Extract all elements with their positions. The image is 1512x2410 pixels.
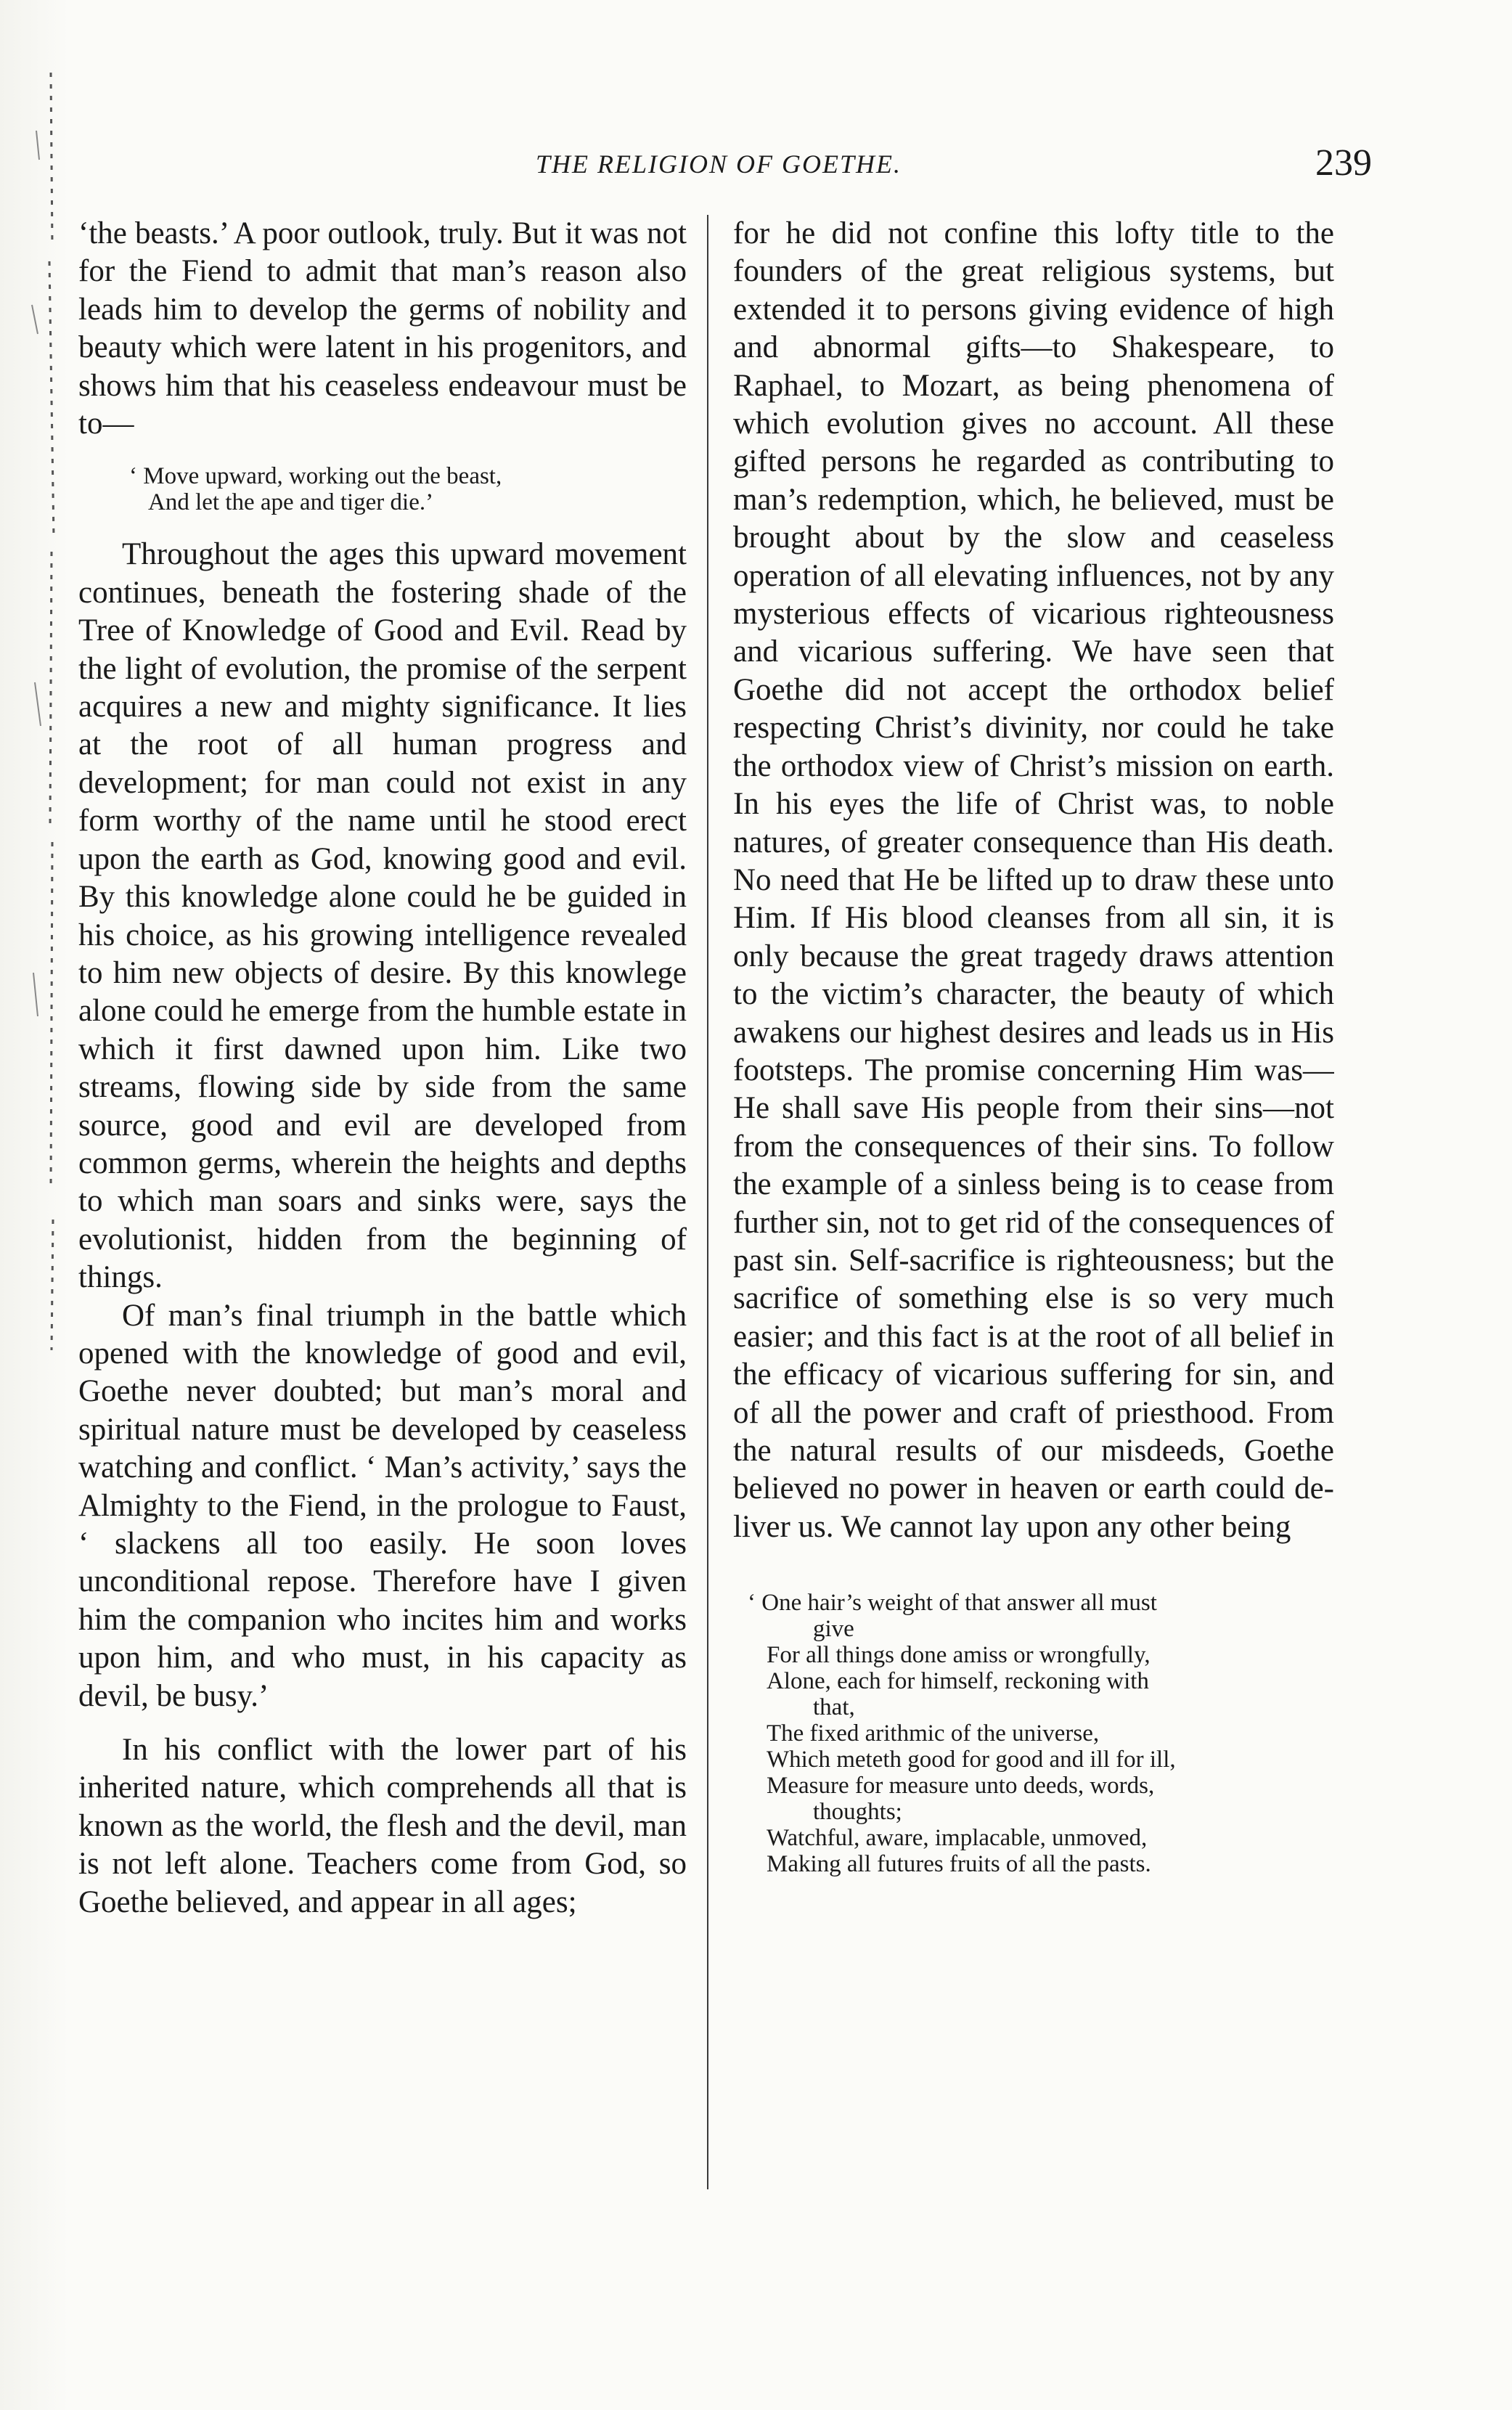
verse-line: Making all futures fruits of all the pasts. <box>767 1851 1151 1878</box>
verse-line: that, <box>813 1694 855 1721</box>
verse-line: Measure for measure unto deeds, words, <box>767 1773 1155 1800</box>
verse-line: Alone, each for himself, reckoning with <box>767 1668 1149 1695</box>
verse-line: give <box>813 1616 854 1643</box>
paragraph: In his conflict with the lower part of his inherited nature, which comprehends all that is known as the world, the flesh and the devil, man is not left alone. Teachers come from God, so Goethe believed, and appear in all ages; <box>78 1733 687 1919</box>
paragraph: Of man’s final triumph in the battle which opened with the knowledge of good and evil, Goethe never doubted; but man’s moral and spiritual nature must be developed by ceaseless watching and conflict. ‘ Man’s activity,’ says the Almighty to the Fiend, in the prologue to Faust, ‘ slackens all too easily. He soon loves unconditional repose. Therefore have I given him the companion who incites him and works upon him, and who must, in his capacity as devil, be busy.’ <box>78 1298 687 1713</box>
verse-line: And let the ape and tiger die.’ <box>148 489 434 516</box>
page-number: 239 <box>1315 142 1372 184</box>
verse-quote <box>748 1590 1334 1877</box>
left-column <box>78 215 687 2218</box>
verse-quote <box>129 463 687 515</box>
paragraph: for he did not confine this lofty title to the founders of the great religious systems, but extended it to persons giving evidence of high and abnormal gifts—to Shakespeare, to Raphael, to Mozart, as being phenomena of which evolution gives no account. All these gifted persons he regarded as contributing to man’s redemption, which, he believed, must be brought about by the slow and ceaseless operation of all elevating influences, not by any mysterious effects of vicarious righteousness and vicarious suffering. We have seen that Goethe did not accept the orthodox belief respecting Christ’s divinity, nor could he take the orthodox view of Christ’s mission on earth. In his eyes the life of Christ was, to noble natures, of greater consequence than His death. No need that He be lifted up to draw these unto Him. If His blood cleanses from all sin, it is only because the great tragedy draws attention to the victim’s character, the beauty of which awakens our highest desires and leads us in His footsteps. The promise concerning Him was— He shall save His people from their sins—not from the consequences of their sins. To follow the example of a sinless being is to cease from further sin, not to get rid of the consequences of past sin. Self-sacrifice is righteousness; but the sacrifice of something else is so very much easier; and this fact is at the root of all belief in the efficacy of vicarious suffering for sin, and of all the power and craft of priesthood. From the natural results of our misdeeds, Goethe believed no power in heaven or earth could deliver us. We cannot lay upon any other being <box>733 216 1334 1544</box>
verse-line: The fixed arithmic of the universe, <box>767 1720 1100 1747</box>
running-title: THE RELIGION OF GOETHE. <box>536 150 902 179</box>
paragraph: Throughout the ages this upward movement continues, beneath the fostering shade of the Tree of Knowledge of Good and Evil. Read by the light of evolution, the promise of the serpent acquires a new and mighty significance. It lies at the root of all human progress and development; for man could not exist in any form worthy of the name until he stood erect upon the earth as God, knowing good and evil. By this knowledge alone could he be guided in his choice, as his growing intelligence revealed to him new objects of desire. By this knowlege alone could he emerge from the humble estate in which it first dawned upon him. Like two streams, flowing side by side from the same source, good and evil are developed from common germs, wherein the heights and depths to which man soars and sinks were, says the evolutionist, hidden from the beginning of things. <box>78 537 687 1295</box>
verse-line: Which meteth good for good and ill for ill, <box>767 1747 1176 1773</box>
verse-line: For all things done amiss or wrongfully, <box>767 1642 1151 1669</box>
scan-edge <box>0 0 69 2410</box>
verse-line: ‘ Move upward, working out the beast, <box>129 463 502 490</box>
column-divider <box>707 215 708 2189</box>
verse-line: Watchful, aware, implacable, unmoved, <box>767 1825 1148 1852</box>
running-head <box>0 142 1512 193</box>
verse-line: thoughts; <box>813 1799 902 1826</box>
verse-line: ‘ One hair’s weight of that answer all must <box>748 1590 1157 1617</box>
right-column <box>733 215 1334 2218</box>
paragraph: ‘the beasts.’ A poor outlook, truly. But it was not for the Fiend to admit that man’s reason also leads him to develop the germs of nobility and beauty which were latent in his progenitors, and shows him that his ceaseless endeavour must be to— <box>78 216 687 441</box>
scan-binding-marks <box>22 29 65 1394</box>
